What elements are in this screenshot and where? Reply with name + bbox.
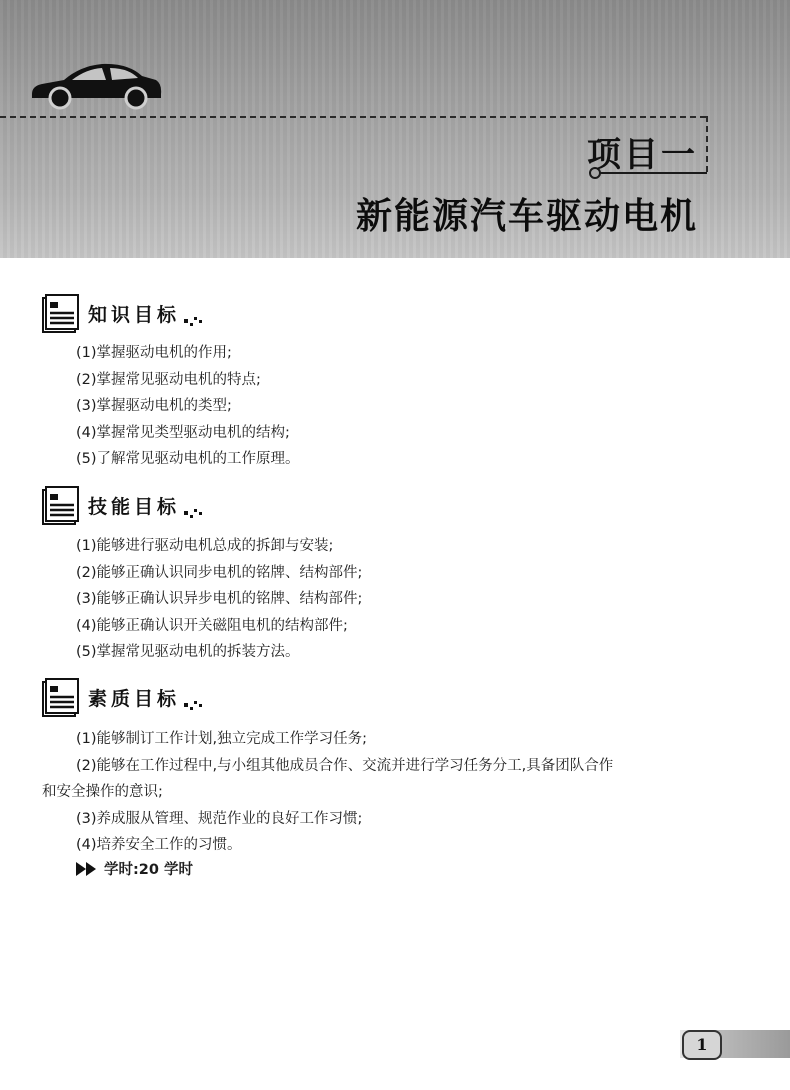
dashed-frame-right: [706, 116, 708, 172]
list-item: (5)掌握常见驱动电机的拆装方法。: [76, 644, 300, 660]
quality-list: [42, 726, 752, 859]
section-title: 知识目标: [88, 304, 181, 326]
dots-ornament-icon: [182, 695, 204, 711]
dots-ornament-icon: [182, 503, 204, 519]
list-item: (1)能够进行驱动电机总成的拆卸与安装;: [76, 538, 334, 554]
study-hours: [76, 858, 193, 879]
list-item: (3)能够正确认识异步电机的铭牌、结构部件;: [76, 591, 363, 607]
study-hours-text: 学时:20 学时: [104, 862, 194, 878]
list-item: (4)掌握常见类型驱动电机的结构;: [76, 424, 290, 441]
knowledge-list: [42, 340, 752, 473]
page-number: 1: [682, 1030, 722, 1060]
chapter-banner: [0, 0, 790, 258]
dots-ornament-icon: [182, 311, 204, 327]
skills-list: [42, 533, 752, 666]
section-header-skills: [42, 486, 282, 530]
list-item: (2)能够正确认识同步电机的铭牌、结构部件;: [76, 564, 363, 581]
double-arrow-icon: [76, 862, 100, 876]
list-item: (2)能够在工作过程中,与小组其他成员合作、交流并进行学习任务分工,具备团队合作: [76, 757, 614, 774]
list-item: 和安全操作的意识;: [42, 784, 163, 800]
list-item: (3)掌握驱动电机的类型;: [76, 398, 232, 414]
car-icon: [28, 58, 164, 110]
section-header-quality: [42, 678, 282, 722]
notebook-icon: [42, 486, 80, 526]
section-title: 技能目标: [88, 496, 181, 518]
list-item: (5)了解常见驱动电机的工作原理。: [76, 451, 300, 467]
section-title: 素质目标: [88, 688, 181, 710]
list-item: (3)养成服从管理、规范作业的良好工作习惯;: [76, 810, 363, 827]
notebook-icon: [42, 678, 80, 718]
dashed-frame-top: [0, 116, 706, 118]
list-item: (1)掌握驱动电机的作用;: [76, 345, 232, 361]
list-item: (4)能够正确认识开关磁阻电机的结构部件;: [76, 617, 348, 634]
list-item: (1)能够制订工作计划,独立完成工作学习任务;: [76, 731, 368, 747]
list-item: (2)掌握常见驱动电机的特点;: [76, 371, 261, 388]
project-number: 项目一: [587, 135, 698, 175]
notebook-icon: [42, 294, 80, 334]
section-header-knowledge: [42, 294, 282, 338]
project-title: 新能源汽车驱动电机: [355, 196, 698, 237]
list-item: (4)培养安全工作的习惯。: [76, 837, 242, 853]
